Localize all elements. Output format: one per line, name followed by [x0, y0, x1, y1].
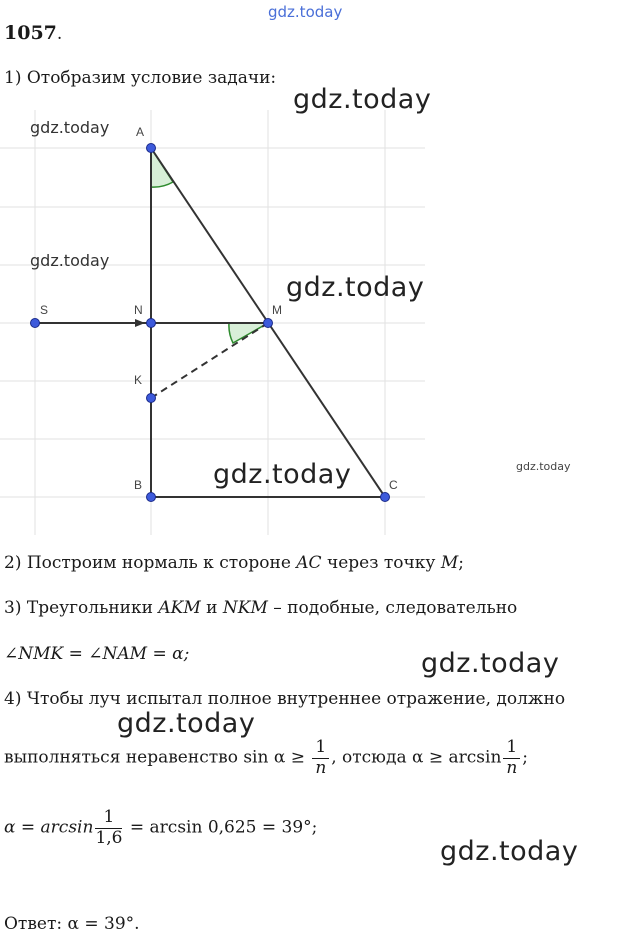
fraction-2-num: 1	[503, 738, 520, 759]
watermark-1: gdz.today	[293, 84, 432, 115]
label-c: C	[389, 478, 398, 492]
step-2-text	[4, 553, 464, 573]
problem-number	[4, 22, 62, 44]
step-5-line	[4, 808, 317, 848]
step-4-inequality: выполняться неравенство sin α ≥	[4, 747, 311, 768]
step-4-line-1: 4) Чтобы луч испытал полное внутреннее отражение, должно	[4, 689, 566, 709]
step-4-after: ;	[522, 747, 528, 768]
label-s: S	[40, 303, 49, 317]
fraction-2-den: n	[506, 757, 518, 778]
point-m	[264, 319, 273, 328]
watermark-top: gdz.today	[268, 3, 343, 21]
watermark-9: gdz.today	[440, 836, 579, 867]
step-2-after: ;	[458, 553, 464, 573]
point-c	[381, 493, 390, 502]
fraction-3-num: 1	[95, 808, 122, 829]
watermark-3: gdz.today	[30, 251, 110, 270]
label-m: M	[272, 303, 282, 317]
fraction-1-num: 1	[312, 738, 329, 759]
point-a	[147, 144, 156, 153]
watermark-7: gdz.today	[421, 648, 560, 679]
label-k: K	[134, 373, 143, 387]
watermark-6: gdz.today	[516, 460, 571, 473]
step-2-side: AC	[296, 553, 322, 573]
step-4-line-2	[4, 738, 528, 778]
step-3-triangle-2: NKM	[222, 598, 268, 618]
point-b	[147, 493, 156, 502]
watermark-8: gdz.today	[117, 708, 256, 739]
problem-number-dot: .	[56, 24, 63, 44]
watermark-5: gdz.today	[213, 459, 352, 490]
fraction-1-over-1-6	[95, 808, 122, 848]
normal-mk	[151, 323, 268, 398]
watermark-4: gdz.today	[286, 272, 425, 303]
step-5-after: = arcsin 0,625 = 39°;	[124, 817, 318, 838]
fraction-1-den: n	[315, 757, 327, 778]
label-b: B	[134, 478, 143, 492]
step-3-and: и	[200, 598, 223, 618]
label-n: N	[134, 303, 143, 317]
label-a: A	[136, 125, 145, 139]
ray-arrow	[135, 319, 145, 327]
step-4-middle: , отсюда α ≥ arcsin	[331, 747, 502, 768]
step-3-triangle-1: AKM	[158, 598, 201, 618]
point-s	[31, 319, 40, 328]
answer-text: Ответ: α = 39°.	[4, 914, 140, 934]
step-3-before: 3) Треугольники	[4, 598, 159, 618]
problem-number-value: 1057	[4, 22, 57, 44]
fraction-1-over-n	[312, 738, 329, 778]
point-n	[147, 319, 156, 328]
step-1-text: 1) Отобразим условие задачи:	[4, 68, 277, 88]
step-3-text	[4, 598, 517, 618]
step-3-after: – подобные, следовательно	[267, 598, 518, 618]
step-2-point: M	[440, 553, 459, 573]
fraction-3-den: 1,6	[95, 827, 123, 848]
step-3-equation: ∠NMK = ∠NAM = α;	[4, 644, 190, 664]
point-k	[147, 394, 156, 403]
step-2-middle: через точку	[321, 553, 441, 573]
step-2-before: 2) Построим нормаль к стороне	[4, 553, 297, 573]
fraction-2-over-n	[503, 738, 520, 778]
step-5-before: α = arcsin	[4, 817, 94, 838]
watermark-2: gdz.today	[30, 118, 110, 137]
